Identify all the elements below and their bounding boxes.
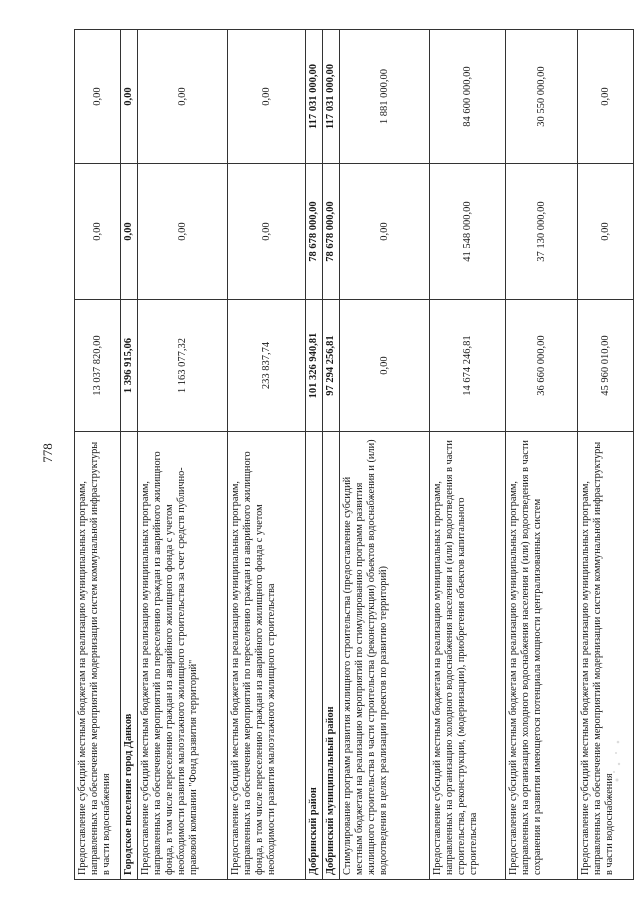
value-cell-1: 1 163 077,32	[138, 300, 228, 432]
table-row	[121, 30, 138, 880]
value-cell-1: 14 674 246,81	[430, 300, 506, 432]
value-cell-1: 101 326 940,81	[306, 300, 323, 432]
row-label: Предоставление субсидий местным бюджетам на реализацию муниципальных программ, направленных на обеспечение мероприятий по переселению граждан из аварийного жилищного фонда, в том числе переселению граждан из аварийного жилищного фонда с учетом необходимости развития малоэтажного жилищного строительства за счет средств публично-правовой компании "Фонд развития территорий"	[138, 432, 228, 880]
value-cell-2: 0,00	[138, 164, 228, 300]
scan-noise-mark	[610, 726, 624, 786]
value-cell-1: 97 294 256,81	[323, 300, 340, 432]
row-label: Добринский муниципальный район	[323, 432, 340, 880]
value-cell-2: 0,00	[75, 164, 121, 300]
row-label: Предоставление субсидий местным бюджетам на реализацию муниципальных программ, направленных на обеспечение мероприятий модернизации систем коммунальной инфраструктуры в части водоснабжения	[75, 432, 121, 880]
value-cell-1: 0,00	[340, 300, 430, 432]
row-label: Предоставление субсидий местным бюджетам на реализацию муниципальных программ, направленных на обеспечение мероприятий модернизации систем коммунальной инфраструктуры в части водоснабжения	[578, 432, 634, 880]
row-label: Предоставление субсидий местным бюджетам на реализацию муниципальных программ, направленных на организацию холодного водоснабжения населения и (или) водоотведения в части сохранения и развития имеющегося потенциала мощности централизованных систем	[506, 432, 578, 880]
value-cell-3: 0,00	[138, 30, 228, 164]
row-label: Добринский район	[306, 432, 323, 880]
value-cell-1: 233 837,74	[228, 300, 306, 432]
value-cell-1: 1 396 915,06	[121, 300, 138, 432]
table-row	[506, 30, 578, 880]
row-label: Городское поселение город Данков	[121, 432, 138, 880]
value-cell-3: 0,00	[75, 30, 121, 164]
table-row	[340, 30, 430, 880]
row-label: Предоставление субсидий местным бюджетам на реализацию муниципальных программ, направленных на организацию холодного водоснабжения населения и (или) водоотведения в части строительства, реконструкции, (модернизации), приобретения объектов капитального строительства	[430, 432, 506, 880]
value-cell-3: 0,00	[578, 30, 634, 164]
value-cell-3: 1 881 000,00	[340, 30, 430, 164]
subsidy-table	[74, 29, 634, 880]
value-cell-2: 0,00	[578, 164, 634, 300]
value-cell-2: 78 678 000,00	[323, 164, 340, 300]
row-label: Предоставление субсидий местным бюджетам на реализацию муниципальных программ, направленных на обеспечение мероприятий по переселению граждан из аварийного жилищного фонда, в том числе переселению граждан из аварийного жилищного фонда с учетом необходимости развития малоэтажного жилищного строительства	[228, 432, 306, 880]
value-cell-3: 30 550 000,00	[506, 30, 578, 164]
value-cell-3: 0,00	[228, 30, 306, 164]
value-cell-3: 0,00	[121, 30, 138, 164]
value-cell-2: 41 548 000,00	[430, 164, 506, 300]
value-cell-2: 0,00	[121, 164, 138, 300]
page-number: 778	[40, 443, 55, 463]
table-row	[323, 30, 340, 880]
value-cell-3: 117 031 000,00	[306, 30, 323, 164]
table-row	[75, 30, 121, 880]
value-cell-3: 117 031 000,00	[323, 30, 340, 164]
value-cell-2: 78 678 000,00	[306, 164, 323, 300]
value-cell-1: 45 960 010,00	[578, 300, 634, 432]
value-cell-2: 37 130 000,00	[506, 164, 578, 300]
table-row	[578, 30, 634, 880]
table-body	[75, 30, 634, 880]
table-row	[430, 30, 506, 880]
row-label: Стимулирование программ развития жилищного строительства (предоставление субсидий местным бюджетам на реализацию мероприятий по стимулированию программ развития жилищного строительства в части строительства (реконструкции) объектов водоснабжения и (или) водоотведения в целях реализации проектов по развитию территорий)	[340, 432, 430, 880]
value-cell-3: 84 600 000,00	[430, 30, 506, 164]
value-cell-2: 0,00	[340, 164, 430, 300]
table-row	[228, 30, 306, 880]
table-row	[306, 30, 323, 880]
value-cell-1: 13 037 820,00	[75, 300, 121, 432]
value-cell-1: 36 660 000,00	[506, 300, 578, 432]
value-cell-2: 0,00	[228, 164, 306, 300]
table-row	[138, 30, 228, 880]
